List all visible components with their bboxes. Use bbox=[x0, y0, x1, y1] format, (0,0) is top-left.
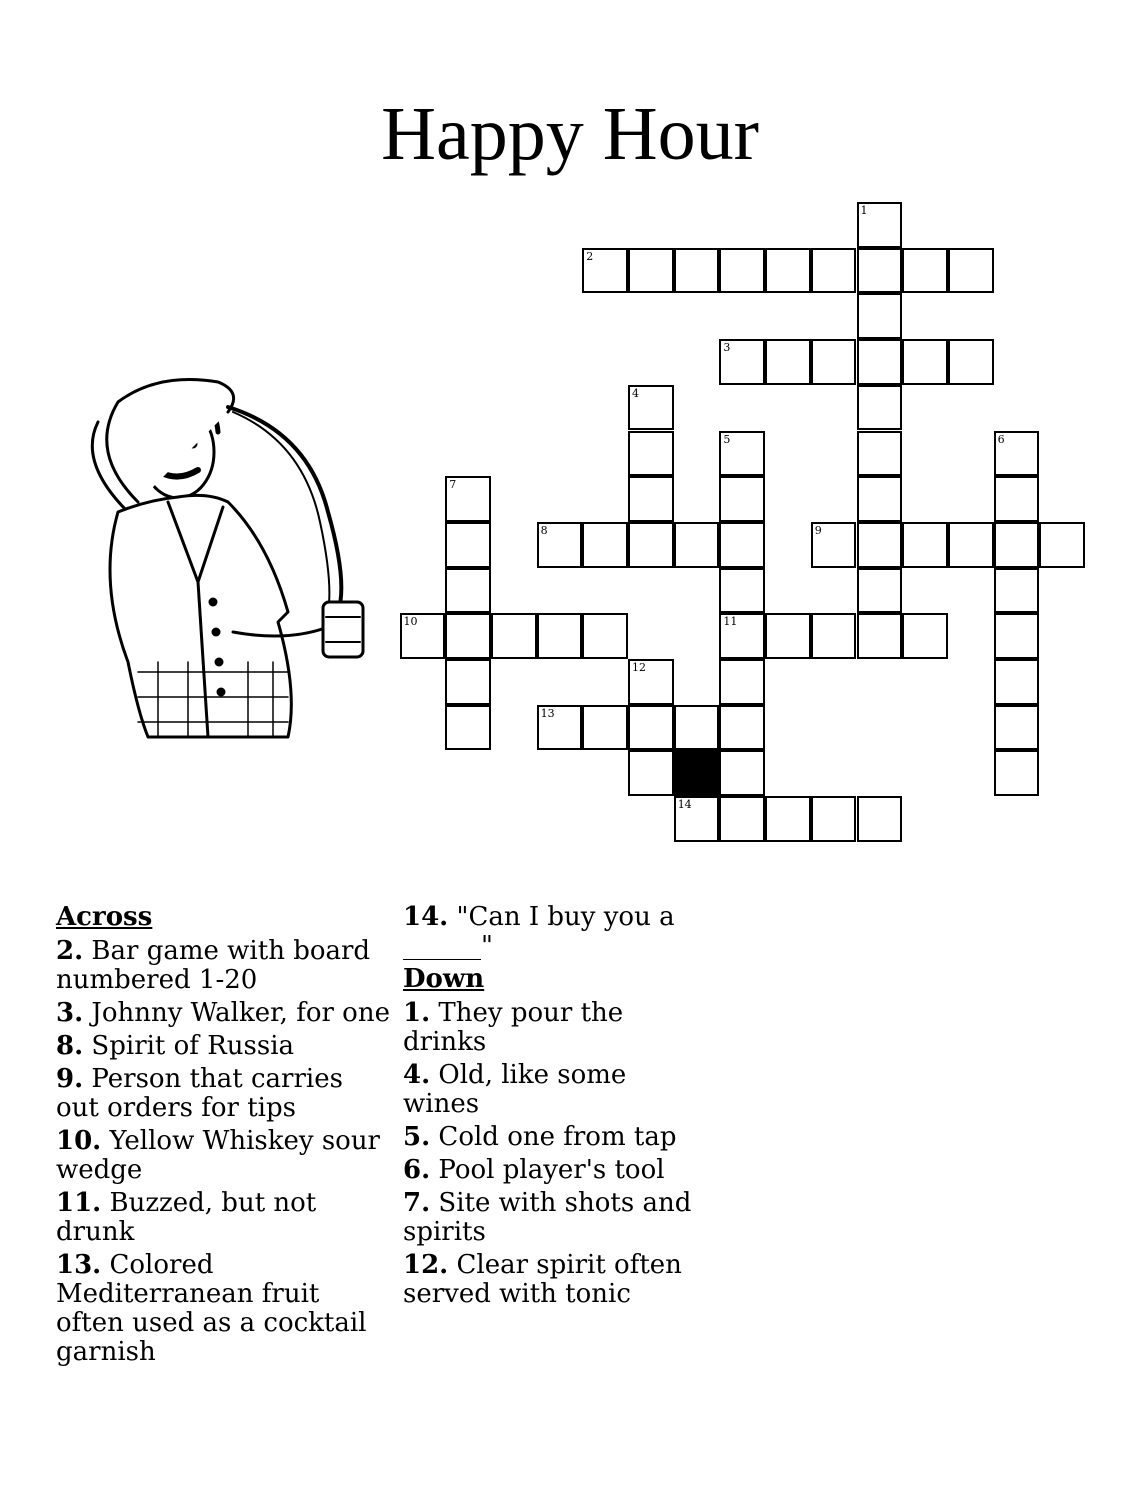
clue-number: 13. bbox=[56, 1250, 102, 1280]
grid-cell[interactable] bbox=[811, 796, 857, 842]
grid-cell[interactable] bbox=[719, 613, 765, 659]
clue-item bbox=[56, 999, 391, 1028]
clue-number: 14. bbox=[403, 902, 449, 932]
grid-cell[interactable] bbox=[948, 339, 994, 385]
grid-cell[interactable] bbox=[857, 248, 903, 294]
grid-cell[interactable] bbox=[994, 613, 1040, 659]
clue-text: Site with shots and spirits bbox=[403, 1188, 692, 1247]
grid-cell[interactable] bbox=[948, 522, 994, 568]
clue-item bbox=[56, 1065, 391, 1123]
cell-number: 9 bbox=[814, 523, 822, 537]
cell-number: 13 bbox=[540, 706, 555, 720]
grid-cell[interactable] bbox=[719, 522, 765, 568]
grid-cell[interactable] bbox=[902, 522, 948, 568]
grid-cell[interactable] bbox=[994, 705, 1040, 751]
clue-text: Person that carries out orders for tips bbox=[56, 1064, 343, 1123]
page-title: Happy Hour bbox=[381, 92, 759, 176]
grid-cell[interactable] bbox=[628, 659, 674, 705]
clue-item bbox=[403, 1156, 703, 1185]
grid-cell[interactable] bbox=[719, 431, 765, 477]
clue-number: 3. bbox=[56, 998, 84, 1028]
clue-text: Colored Mediterranean fruit often used as a cocktail garnish bbox=[56, 1250, 367, 1367]
grid-cell[interactable] bbox=[902, 248, 948, 294]
grid-cell[interactable] bbox=[857, 522, 903, 568]
clue-text: Yellow Whiskey sour wedge bbox=[56, 1126, 380, 1185]
cell-number: 6 bbox=[997, 432, 1005, 446]
clue-text: Clear spirit often served with tonic bbox=[403, 1250, 682, 1309]
grid-cell[interactable] bbox=[948, 248, 994, 294]
grid-cell[interactable] bbox=[582, 248, 628, 294]
cell-number: 3 bbox=[723, 341, 731, 355]
grid-cell[interactable] bbox=[628, 431, 674, 477]
grid-cell[interactable] bbox=[994, 568, 1040, 614]
cell-number: 8 bbox=[540, 523, 548, 537]
grid-cell[interactable] bbox=[857, 339, 903, 385]
clue-number: 1. bbox=[403, 998, 431, 1028]
clue-item bbox=[56, 1189, 391, 1247]
grid-cell[interactable] bbox=[674, 522, 720, 568]
grid-cell[interactable] bbox=[719, 705, 765, 751]
across-clues bbox=[56, 903, 391, 1371]
cell-number: 7 bbox=[449, 478, 457, 492]
grid-cell[interactable] bbox=[857, 568, 903, 614]
clue-item bbox=[403, 1123, 703, 1152]
grid-cell[interactable] bbox=[994, 659, 1040, 705]
grid-cell[interactable] bbox=[811, 613, 857, 659]
cell-number: 5 bbox=[723, 432, 731, 446]
cell-number: 4 bbox=[632, 386, 639, 400]
across-heading: Across bbox=[56, 902, 153, 932]
grid-cell[interactable] bbox=[765, 248, 811, 294]
grid-cell[interactable] bbox=[719, 568, 765, 614]
grid-cell[interactable] bbox=[994, 522, 1040, 568]
grid-cell[interactable] bbox=[582, 705, 628, 751]
grid-cell[interactable] bbox=[628, 750, 674, 796]
down-clues bbox=[403, 903, 703, 1313]
clue-number: 5. bbox=[403, 1122, 431, 1152]
grid-cell[interactable] bbox=[674, 248, 720, 294]
down-heading: Down bbox=[403, 964, 485, 994]
clue-item bbox=[403, 999, 703, 1057]
cell-number: 1 bbox=[860, 204, 868, 217]
grid-cell[interactable] bbox=[537, 522, 583, 568]
clue-number: 7. bbox=[403, 1188, 431, 1218]
cell-number: 12 bbox=[632, 661, 646, 674]
grid-cell[interactable] bbox=[857, 431, 903, 477]
clue-item bbox=[56, 1251, 391, 1367]
grid-cell[interactable] bbox=[628, 522, 674, 568]
clue-number: 11. bbox=[56, 1188, 102, 1218]
grid-cell[interactable] bbox=[765, 339, 811, 385]
clue-item bbox=[56, 937, 391, 995]
grid-cell[interactable] bbox=[719, 339, 765, 385]
grid-cell[interactable] bbox=[628, 476, 674, 522]
grid-cell[interactable] bbox=[628, 385, 674, 431]
grid-cell[interactable] bbox=[994, 431, 1040, 477]
grid-cell[interactable] bbox=[445, 522, 491, 568]
clue-number: 2. bbox=[56, 936, 84, 966]
grid-cell[interactable] bbox=[811, 339, 857, 385]
grid-cell[interactable] bbox=[445, 568, 491, 614]
clue-text: Bar game with board numbered 1-20 bbox=[56, 936, 371, 995]
black-square bbox=[674, 750, 720, 796]
grid-cell[interactable] bbox=[857, 293, 903, 339]
clue-text: Johnny Walker, for one bbox=[91, 998, 390, 1028]
grid-cell[interactable] bbox=[582, 613, 628, 659]
grid-cell[interactable] bbox=[445, 705, 491, 751]
clue-text: Pool player's tool bbox=[438, 1155, 665, 1185]
grid-cell[interactable] bbox=[902, 339, 948, 385]
clue-number: 8. bbox=[56, 1031, 84, 1061]
grid-cell[interactable] bbox=[628, 248, 674, 294]
clue-item bbox=[403, 1251, 703, 1309]
clue-number: 9. bbox=[56, 1064, 84, 1094]
grid-cell[interactable] bbox=[719, 750, 765, 796]
grid-cell[interactable] bbox=[445, 613, 491, 659]
grid-cell[interactable] bbox=[582, 522, 628, 568]
clue-item bbox=[403, 903, 703, 961]
clue-item bbox=[56, 1032, 391, 1061]
grid-cell[interactable] bbox=[811, 522, 857, 568]
clue-text: "Can I buy you a ______" bbox=[403, 902, 675, 961]
grid-cell[interactable] bbox=[857, 202, 903, 248]
clue-item bbox=[403, 1061, 703, 1119]
clue-number: 10. bbox=[56, 1126, 102, 1156]
clue-text: They pour the drinks bbox=[403, 998, 624, 1057]
cell-number: 11 bbox=[723, 615, 738, 629]
grid-cell[interactable] bbox=[400, 613, 446, 659]
clue-text: Buzzed, but not drunk bbox=[56, 1188, 317, 1247]
grid-cell[interactable] bbox=[719, 659, 765, 705]
grid-cell[interactable] bbox=[857, 613, 903, 659]
grid-cell[interactable] bbox=[1039, 522, 1085, 568]
grid-cell[interactable] bbox=[719, 248, 765, 294]
grid-cell[interactable] bbox=[445, 476, 491, 522]
grid-cell[interactable] bbox=[674, 796, 720, 842]
cell-number: 2 bbox=[586, 249, 594, 263]
cell-number: 14 bbox=[677, 798, 692, 812]
clue-text: Cold one from tap bbox=[438, 1122, 677, 1152]
clue-number: 12. bbox=[403, 1250, 449, 1280]
grid-cell[interactable] bbox=[445, 659, 491, 705]
grid-cell[interactable] bbox=[811, 248, 857, 294]
grid-cell[interactable] bbox=[674, 705, 720, 751]
grid-cell[interactable] bbox=[902, 613, 948, 659]
grid-cell[interactable] bbox=[628, 705, 674, 751]
grid-cell[interactable] bbox=[857, 476, 903, 522]
clue-number: 6. bbox=[403, 1155, 431, 1185]
grid-cell[interactable] bbox=[857, 796, 903, 842]
grid-cell[interactable] bbox=[719, 796, 765, 842]
grid-cell[interactable] bbox=[765, 796, 811, 842]
clue-text: Spirit of Russia bbox=[91, 1031, 295, 1061]
clue-item bbox=[56, 1127, 391, 1185]
grid-cell[interactable] bbox=[857, 385, 903, 431]
grid-cell[interactable] bbox=[491, 613, 537, 659]
grid-cell[interactable] bbox=[719, 476, 765, 522]
grid-cell[interactable] bbox=[537, 705, 583, 751]
clue-number: 4. bbox=[403, 1060, 431, 1090]
clue-item bbox=[403, 1189, 703, 1247]
clue-text: Old, like some wines bbox=[403, 1060, 627, 1119]
grid-cell[interactable] bbox=[537, 613, 583, 659]
grid-cell[interactable] bbox=[994, 476, 1040, 522]
grid-cell[interactable] bbox=[994, 750, 1040, 796]
grid-cell[interactable] bbox=[765, 613, 811, 659]
cell-number: 10 bbox=[403, 615, 418, 629]
